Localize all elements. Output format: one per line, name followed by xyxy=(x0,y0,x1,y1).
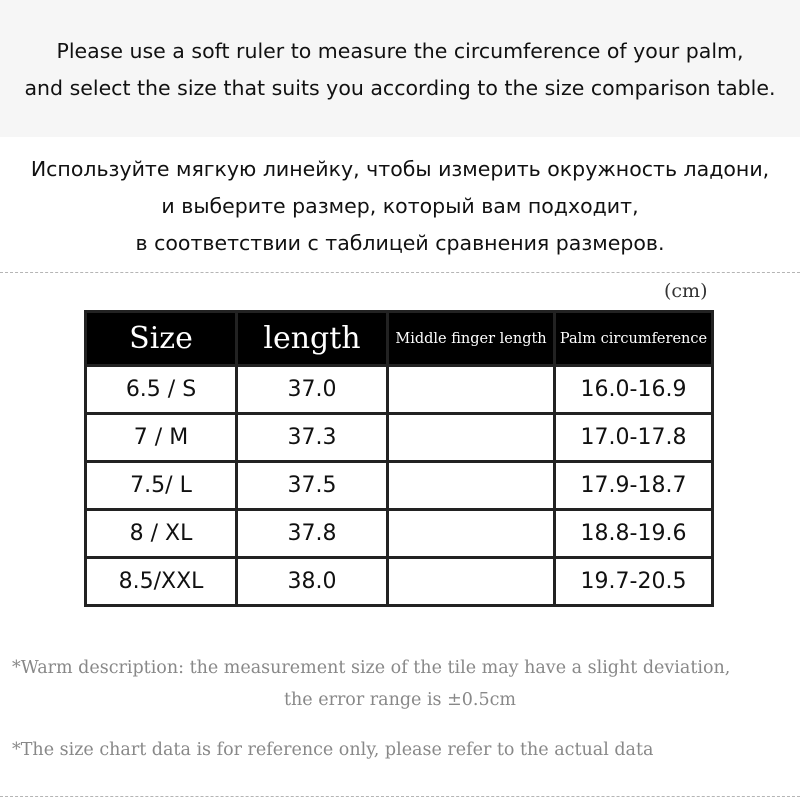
warm-description-line-1: *Warm description: the measurement size of the tile may have a slight deviation, xyxy=(12,658,731,678)
table-row xyxy=(87,559,711,604)
cell-palm: 19.7-20.5 xyxy=(556,559,711,604)
divider-top xyxy=(0,272,800,273)
reference-note: *The size chart data is for reference only, please refer to the actual data xyxy=(12,740,654,760)
unit-label: (cm) xyxy=(664,280,708,302)
cell-palm: 16.0-16.9 xyxy=(556,367,711,412)
header-palm-circumference: Palm circumference xyxy=(556,313,711,364)
size-chart-table xyxy=(84,310,714,607)
cell-size: 7.5/ L xyxy=(87,463,235,508)
cell-length: 37.8 xyxy=(238,511,386,556)
table-row xyxy=(87,511,711,556)
intro-russian-line-2: и выберите размер, который вам подходит, xyxy=(161,194,639,218)
intro-russian-line-3: в соответствии с таблицей сравнения размеров. xyxy=(135,231,665,255)
cell-size: 8 / XL xyxy=(87,511,235,556)
intro-russian xyxy=(0,151,800,262)
table-row xyxy=(87,367,711,412)
intro-english-line-1: Please use a soft ruler to measure the circumference of your palm, xyxy=(56,39,744,63)
cell-middle-finger xyxy=(389,367,553,412)
cell-size: 7 / M xyxy=(87,415,235,460)
cell-palm: 17.0-17.8 xyxy=(556,415,711,460)
cell-palm: 17.9-18.7 xyxy=(556,463,711,508)
cell-length: 37.5 xyxy=(238,463,386,508)
header-size: Size xyxy=(87,313,235,364)
cell-middle-finger xyxy=(389,511,553,556)
table-header-row xyxy=(87,313,711,364)
table-row xyxy=(87,415,711,460)
cell-size: 8.5/XXL xyxy=(87,559,235,604)
header-length: length xyxy=(238,313,386,364)
intro-english xyxy=(0,33,800,107)
cell-middle-finger xyxy=(389,559,553,604)
cell-size: 6.5 / S xyxy=(87,367,235,412)
cell-length: 37.0 xyxy=(238,367,386,412)
intro-russian-line-1: Используйте мягкую линейку, чтобы измерить окружность ладони, xyxy=(30,157,770,181)
cell-length: 38.0 xyxy=(238,559,386,604)
table-row xyxy=(87,463,711,508)
cell-length: 37.3 xyxy=(238,415,386,460)
cell-palm: 18.8-19.6 xyxy=(556,511,711,556)
intro-english-line-2: and select the size that suits you according to the size comparison table. xyxy=(24,76,776,100)
cell-middle-finger xyxy=(389,463,553,508)
warm-description-line-2: the error range is ±0.5cm xyxy=(284,690,516,710)
cell-middle-finger xyxy=(389,415,553,460)
header-middle-finger-length: Middle finger length xyxy=(389,313,553,364)
divider-bottom xyxy=(0,796,800,797)
